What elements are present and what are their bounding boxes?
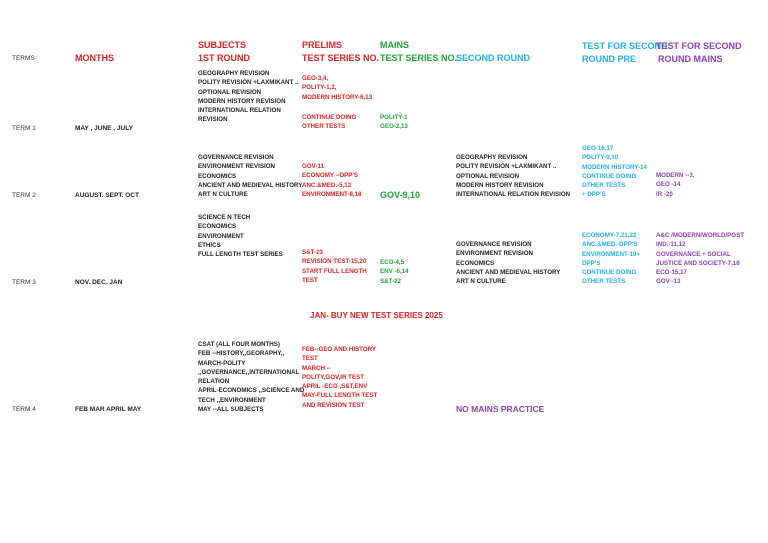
term-2-label: TERM 2: [12, 192, 36, 199]
subject-item: FEB --HISTORY,,GEORAPHY,,: [198, 350, 285, 358]
prelims-item: CONTINUE DOING: [302, 114, 357, 121]
prelims-item: OTHER TESTS: [302, 123, 346, 131]
second-round-item: INTERNATIONAL RELATION REVISION: [456, 191, 571, 199]
header-subjects-line2: 1ST ROUND: [198, 52, 251, 63]
term-4-subjects: [198, 340, 304, 414]
term-1-label: TERM 1: [12, 125, 36, 132]
test-mains-item: GEO -14: [656, 181, 681, 189]
test-pre-item: MODERN HISTORY-14: [582, 163, 647, 171]
subject-item: GOVERNANCE REVISION: [198, 154, 274, 161]
prelims-item: ENVIRONMENT-8,18: [302, 190, 362, 198]
header-prelims: [302, 39, 379, 64]
term-1-prelims-note: [302, 113, 356, 132]
subject-item: ENVIRONMENT REVISION: [198, 163, 276, 171]
header-prelims-line2: TEST SERIES NO.: [302, 52, 380, 63]
prelims-item: ECONOMY --DPP'S: [302, 172, 359, 180]
subject-item: ANCIENT AND MEDIEVAL HISTORY: [198, 181, 303, 189]
subject-item: ENVIRONMENT: [198, 232, 244, 240]
term-3-test-second-mains: [656, 231, 744, 287]
subject-item: GEOGRAPHY REVISION: [198, 70, 270, 77]
second-round-item: OPTIONAL REVISION: [456, 172, 520, 180]
prelims-item: POLITY-1,2,: [302, 84, 337, 92]
subject-item: ECONOMICS: [198, 172, 237, 180]
header-test-second-mains-line1: TEST FOR SECOND: [656, 41, 742, 51]
mains-item: GEO-2,13: [380, 123, 408, 131]
term-3-subjects: [198, 213, 283, 259]
subject-item: MARCH-POLITY: [198, 359, 246, 367]
test-mains-item: ECO-15,17: [656, 269, 687, 277]
header-test-second-pre-line2: ROUND PRE: [582, 53, 637, 64]
subject-item: ART N CULTURE: [198, 191, 248, 199]
subject-item: MAY --ALL SUBJECTS: [198, 406, 264, 414]
term-1-months: MAY , JUNE , JULY: [75, 125, 133, 132]
header-test-second-mains-line2: ROUND MAINS: [658, 53, 723, 64]
second-round-item: MODERN HISTORY REVISION: [456, 181, 544, 189]
prelims-item: MAY-FULL LENGTH TEST: [302, 392, 378, 400]
test-pre-item: + DPP'S: [582, 191, 606, 199]
second-round-item: GEOGRAPHY REVISION: [456, 154, 528, 161]
prelims-item: GEO-3,4,: [302, 75, 329, 82]
term-2-mains-tests: GOV-9,10: [380, 190, 421, 200]
term-1-subjects: [198, 69, 298, 125]
term-1-prelims-tests: [302, 74, 372, 102]
header-test-second-pre: [582, 40, 668, 65]
test-pre-item: POLITY-9,10: [582, 154, 619, 162]
subject-item: APRIL-ECONOMICS ,,SCIENCE AND: [198, 387, 305, 395]
term-3-months: NOV. DEC. JAN: [75, 279, 123, 286]
prelims-item: ANC.&MED.-5,12: [302, 181, 352, 189]
mains-item: ENV -6,14: [380, 268, 409, 276]
subject-item: INTERNATIONAL RELATION: [198, 107, 281, 115]
test-pre-item: GEO-16,17: [582, 145, 614, 152]
test-series-banner: JAN- BUY NEW TEST SERIES 2025: [310, 311, 443, 320]
term-3-label: TERM 3: [12, 279, 36, 286]
second-round-item: ART N CULTURE: [456, 278, 506, 286]
subject-item: MODERN HISTORY REVISION: [198, 97, 286, 105]
test-pre-item: CONTINUE DOING: [582, 269, 637, 277]
header-test-second-pre-line1: TEST FOR SECOND: [582, 41, 668, 51]
subject-item: FULL LENGTH TEST SERIES: [198, 251, 283, 259]
test-pre-item: DPP'S: [582, 259, 601, 267]
term-2-test-second-pre: [582, 144, 647, 200]
test-pre-item: ECONOMY-7,21,22: [582, 232, 637, 239]
subject-item: ETHICS: [198, 241, 221, 249]
test-pre-item: OTHER TESTS: [582, 278, 626, 286]
prelims-item: TEST: [302, 276, 318, 284]
term-2-test-second-mains: [656, 171, 695, 199]
prelims-item: GOV-11: [302, 163, 325, 170]
subject-item: TECH ,,ENVIRONMENT: [198, 396, 266, 404]
header-mains: [380, 39, 457, 64]
header-terms: TERMS: [12, 55, 35, 62]
term-4-label: TERM 4: [12, 406, 36, 413]
prelims-item: AND REVISION TEST: [302, 401, 365, 409]
term-3-prelims-tests: [302, 248, 367, 285]
test-pre-item: OTHER TESTS: [582, 182, 626, 190]
mains-item: POLITY-1: [380, 114, 408, 121]
prelims-item: MARCH --: [302, 364, 331, 372]
subject-item: POLITY REVISION +LAXMIKANT ..: [198, 79, 299, 87]
mains-item: S&T-22: [380, 277, 401, 285]
second-round-item: ENVIRONMENT REVISION: [456, 250, 534, 258]
test-pre-item: ENVIRONMENT-19+: [582, 250, 640, 258]
no-mains-practice-note: NO MAINS PRACTICE: [456, 404, 545, 414]
subject-item: OPTIONAL REVISION: [198, 88, 262, 96]
second-round-item: GOVERNANCE REVISION: [456, 241, 532, 248]
test-mains-item: GOVERNANCE + SOCIAL: [656, 250, 731, 258]
subject-item: SCIENCE N TECH: [198, 214, 251, 221]
test-mains-item: IR -20: [656, 190, 673, 198]
term-4-prelims-tests: [302, 345, 377, 410]
subject-item: REVISION: [198, 116, 228, 124]
term-2-months: AUGUST. SEPT. OCT: [75, 192, 139, 199]
second-round-item: POLITY REVISION +LAXMIKANT ..: [456, 163, 557, 171]
test-mains-item: GOV--13: [656, 278, 681, 286]
header-subjects: [198, 39, 250, 64]
header-subjects-line1: SUBJECTS: [198, 40, 247, 50]
prelims-item: TEST: [302, 355, 318, 363]
header-mains-line1: MAINS: [380, 40, 409, 50]
mains-item: ECO-4,5: [380, 259, 405, 266]
test-mains-item: MODERN --3,: [656, 172, 695, 179]
header-mains-line2: TEST SERIES NO.: [380, 52, 458, 63]
subject-item: CSAT (ALL FOUR MONTHS): [198, 341, 280, 348]
header-prelims-line1: PRELIMS: [302, 40, 343, 50]
test-mains-item: IND.-11,12: [656, 241, 686, 249]
subject-item: ECONOMICS: [198, 223, 237, 231]
prelims-item: S&T-23: [302, 249, 323, 256]
subject-item: ,,GOVERNANCE,,INTERNATIONAL: [198, 368, 300, 376]
term-2-prelims-tests: [302, 162, 361, 199]
test-mains-item: JUSTICE AND SOCIETY-7,18: [656, 259, 740, 267]
prelims-item: FEB--GEO AND HISTORY: [302, 346, 377, 353]
second-round-item: ECONOMICS: [456, 259, 495, 267]
prelims-item: POLITY,GOV,IR TEST: [302, 373, 364, 381]
term-3-second-round: [456, 240, 560, 286]
term-3-mains-tests: [380, 258, 409, 286]
term-2-subjects: [198, 153, 302, 199]
test-mains-item: A&C /MODERN/WORLD/POST: [656, 232, 744, 239]
term-4-months: FEB MAR APRIL MAY: [75, 406, 142, 413]
header-test-second-mains: [656, 40, 742, 65]
term-3-test-second-pre: [582, 231, 640, 287]
test-pre-item: ANC.&MED.-DPP'S: [582, 241, 638, 249]
term-2-second-round: [456, 153, 570, 199]
test-pre-item: CONTINUE DOING: [582, 172, 637, 180]
header-months: MONTHS: [75, 53, 114, 63]
term-1-mains-tests: [380, 113, 408, 132]
second-round-item: ANCIENT AND MEDIEVAL HISTORY: [456, 268, 561, 276]
prelims-item: MODERN HISTORY-6,13: [302, 93, 373, 101]
prelims-item: START FULL LENGTH: [302, 267, 367, 275]
subject-item: RELATION: [198, 378, 230, 386]
prelims-item: REVISION TEST-15,20: [302, 258, 367, 266]
prelims-item: APRIL -ECO ,S&T,ENV: [302, 383, 368, 391]
header-second-round: SECOND ROUND: [456, 53, 531, 63]
